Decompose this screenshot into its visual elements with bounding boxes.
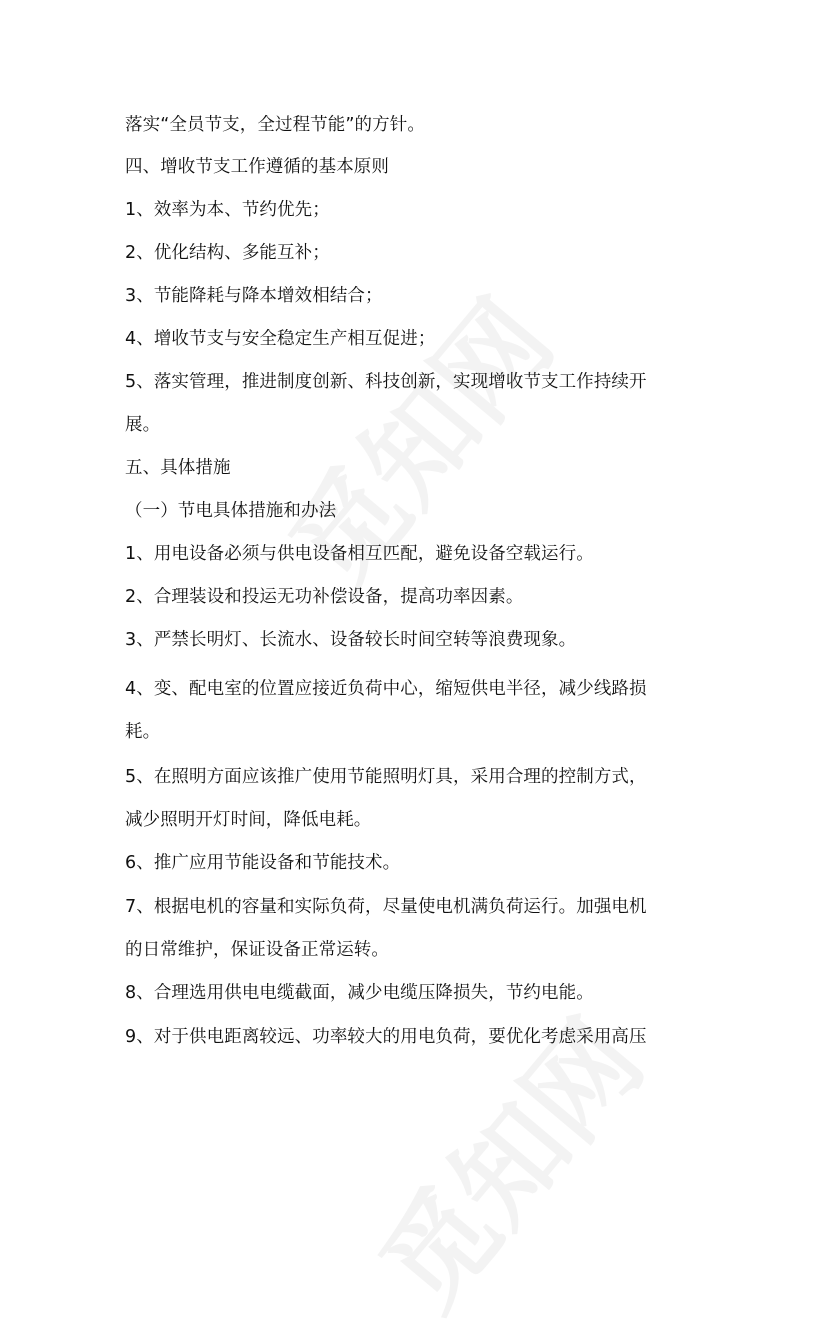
list-item-continuation: 的日常维护，保证设备正常运转。: [125, 940, 389, 960]
section-heading: 五、具体措施: [125, 458, 231, 478]
paragraph-line: 落实“全员节支，全过程节能”的方针。: [125, 115, 425, 135]
list-item: 4、增收节支与安全稳定生产相互促进；: [125, 329, 436, 349]
list-item: 8、合理选用供电电缆截面，减少电缆压降损失，节约电能。: [125, 983, 594, 1003]
section-heading: 四、增收节支工作遵循的基本原则: [125, 157, 389, 177]
list-item: 6、推广应用节能设备和节能技术。: [125, 853, 401, 873]
list-item: 3、严禁长明灯、长流水、设备较长时间空转等浪费现象。: [125, 630, 577, 650]
list-item-continuation: 展。: [125, 415, 161, 435]
list-item: 9、对于供电距离较远、功率较大的用电负荷，要优化考虑采用高压: [125, 1027, 647, 1047]
list-item: 4、变、配电室的位置应接近负荷中心，缩短供电半径，减少线路损: [125, 679, 647, 699]
subsection-heading: （一）节电具体措施和办法: [125, 501, 337, 521]
list-item: 2、合理装设和投运无功补偿设备，提高功率因素。: [125, 587, 524, 607]
list-item: 5、在照明方面应该推广使用节能照明灯具，采用合理的控制方式，: [125, 767, 647, 787]
list-item-continuation: 耗。: [125, 722, 161, 742]
list-item: 1、效率为本、节约优先；: [125, 200, 330, 220]
list-item-continuation: 减少照明开灯时间，降低电耗。: [125, 810, 372, 830]
list-item: 2、优化结构、多能互补；: [125, 243, 330, 263]
list-item: 1、用电设备必须与供电设备相互匹配，避免设备空载运行。: [125, 544, 594, 564]
list-item: 3、节能降耗与降本增效相结合；: [125, 286, 383, 306]
list-item: 7、根据电机的容量和实际负荷，尽量使电机满负荷运行。加强电机: [125, 897, 647, 917]
list-item: 5、落实管理，推进制度创新、科技创新，实现增收节支工作持续开: [125, 372, 647, 392]
